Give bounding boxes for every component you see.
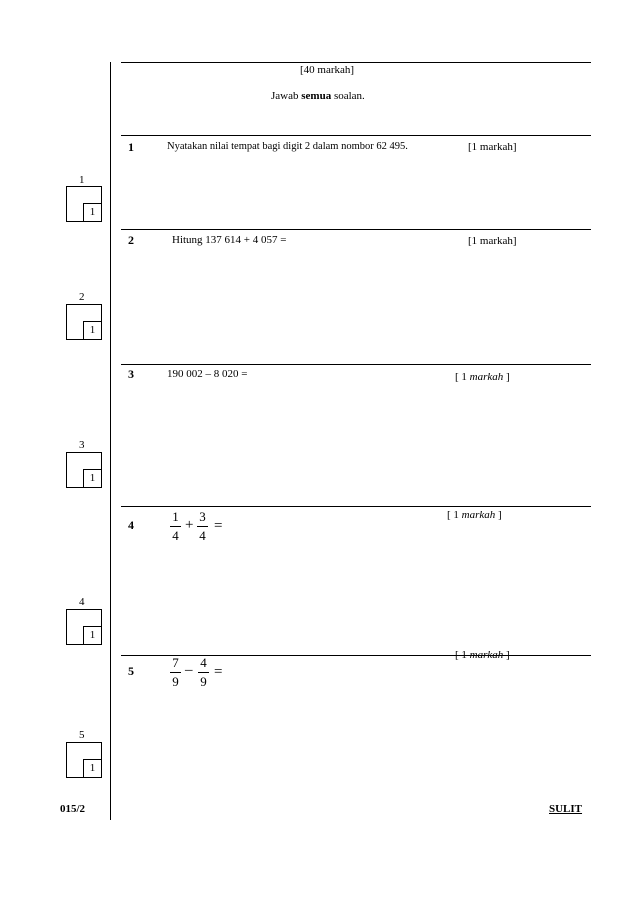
score-box-4[interactable]	[66, 609, 102, 645]
question-5-operator: –	[185, 662, 193, 678]
question-5-marks: [ 1 markah ]	[455, 649, 510, 661]
margin-divider	[110, 62, 111, 820]
score-box-3-mark: 1	[83, 469, 101, 487]
question-4-fraction-2: 3 4	[197, 510, 208, 543]
question-4-operator: +	[185, 517, 194, 533]
question-2-marks: [1 markah]	[468, 235, 517, 247]
instruction-text: Jawab semua soalan.	[271, 90, 365, 102]
question-2-number: 2	[128, 233, 134, 247]
score-box-3-label: 3	[79, 439, 85, 451]
question-1-rule	[121, 135, 591, 136]
score-box-2-mark: 1	[83, 321, 101, 339]
score-box-3[interactable]	[66, 452, 102, 488]
score-box-1-mark: 1	[83, 203, 101, 221]
question-1-text: Nyatakan nilai tempat bagi digit 2 dalam nombor 62 495.	[167, 141, 408, 152]
question-2-rule	[121, 229, 591, 230]
question-5-rule	[121, 655, 591, 656]
score-box-1[interactable]	[66, 186, 102, 222]
total-marks: [40 markah]	[300, 64, 355, 76]
score-box-2-label: 2	[79, 291, 85, 303]
question-4-equals: =	[214, 518, 223, 534]
question-2-text: Hitung 137 614 + 4 057 =	[172, 234, 287, 246]
score-box-2[interactable]	[66, 304, 102, 340]
score-box-5-mark: 1	[83, 759, 101, 777]
question-5-fraction-1: 7 9	[170, 656, 181, 689]
score-box-1-label: 1	[79, 174, 85, 186]
question-1-marks: [1 markah]	[468, 141, 517, 153]
question-5-equals: =	[214, 664, 223, 680]
question-3-rule	[121, 364, 591, 365]
question-3-number: 3	[128, 367, 134, 381]
paper-code: 015/2	[60, 803, 86, 815]
question-4-number: 4	[128, 518, 134, 532]
score-box-4-mark: 1	[83, 626, 101, 644]
question-4-fraction-1: 1 4	[170, 510, 181, 543]
question-3-marks: [ 1 markah ]	[455, 371, 510, 383]
question-5-fraction-2: 4 9	[198, 656, 209, 689]
header-rule	[121, 62, 591, 63]
question-5-number: 5	[128, 664, 134, 678]
question-4-marks: [ 1 markah ]	[447, 509, 502, 521]
classification-label: SULIT	[549, 803, 583, 815]
question-3-text: 190 002 – 8 020 =	[167, 368, 248, 380]
question-1-number: 1	[128, 140, 134, 154]
score-box-4-label: 4	[79, 596, 85, 608]
score-box-5[interactable]	[66, 742, 102, 778]
question-4-rule	[121, 506, 591, 507]
score-box-5-label: 5	[79, 729, 85, 741]
